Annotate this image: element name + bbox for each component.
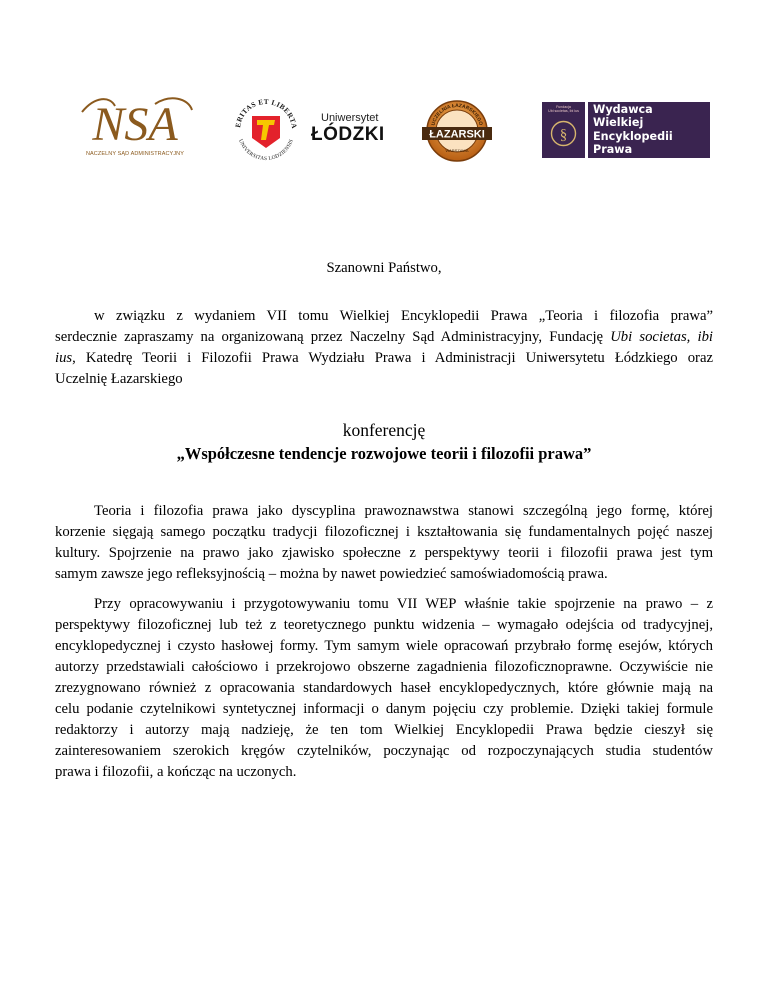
wep-section-emblem-icon xyxy=(550,120,577,147)
wep-title-line-4: Prawa xyxy=(593,143,633,157)
salutation: Szanowni Państwo, xyxy=(326,260,442,276)
lazarski-name: ŁAZARSKI xyxy=(429,128,485,141)
ul-seal-bottom-text: UNIVERSITAS LODZIENSIS xyxy=(237,138,295,163)
nsa-logo xyxy=(70,92,200,164)
wep-box-text xyxy=(544,105,583,113)
paragraph-line: Przy opracowywaniu i przygotowywaniu tomu VII WEP właśnie takie spojrzenie na prawo – z xyxy=(94,596,713,612)
nsa-monogram: NSA xyxy=(92,98,178,150)
wep-title-line-1: Wydawca xyxy=(593,103,653,116)
wep-emblem-box xyxy=(542,102,585,158)
ul-seal-top-text: ERITAS ET LIBERTA xyxy=(234,97,299,130)
lazarski-city: WARSZAWA xyxy=(445,148,469,153)
foundation-name-part: ius xyxy=(55,350,73,366)
ul-name-line1: Uniwersytet xyxy=(321,112,379,124)
ul-wordmark xyxy=(311,112,385,146)
wep-publisher-title xyxy=(588,102,710,158)
ul-name-line2: ŁÓDZKI xyxy=(311,124,385,145)
ul-seal-icon xyxy=(230,94,302,166)
paragraph-line: Teoria i filozofia prawa jako dyscyplina prawoznawstwa stanowi szczególną jego formę, której xyxy=(94,503,713,519)
paragraph-line: korzenie sięgają samego początku tradycji filozoficznej i kształtowania się fundamentalnych pojęć naszej xyxy=(55,524,713,540)
wep-box-line1: Fundacja xyxy=(556,105,571,109)
paragraph-2 xyxy=(55,501,713,585)
svg-text:§: § xyxy=(559,127,568,143)
nsa-monogram-icon xyxy=(70,92,200,150)
wep-box-line2: Ubi societas, ibi ius xyxy=(548,109,579,113)
lazarski-emblem-icon xyxy=(418,98,496,164)
nsa-caption: NACZELNY SĄD ADMINISTRACYJNY xyxy=(85,151,185,157)
paragraph-line: perspektywy filozoficznej lub też z teoretycznego punktu widzenia – wymagało odejścia od tradycyjnej, xyxy=(55,617,713,633)
lazarski-ring-text: UCZELNIA ŁAZARSKIEGO xyxy=(430,102,484,127)
paragraph-line: zrezygnowano również z opracowania standardowych haseł encyklopedycznych, które głównie mają na xyxy=(55,680,713,696)
intro-line: w związku z wydaniem VII tomu Wielkiej Encyklopedii Prawa „Teoria i filozofia prawa” xyxy=(94,308,713,324)
paragraph-line: redaktorzy i autorzy mają nadzieję, że ten tom Wielkiej Encyklopedii Prawa będzie cieszył się xyxy=(55,722,713,738)
intro-text: serdecznie zapraszamy na organizowaną przez Naczelny Sąd Administracyjny, Fundację xyxy=(55,329,604,345)
wep-title-line-2: Wielkiej xyxy=(593,116,644,130)
paragraph-line: encyklopedycznej i czysto hasłowej formy. Tym samym wiele opracowań przybrało formę esejów, których xyxy=(55,638,713,654)
lazarski-logo xyxy=(418,98,496,164)
intro-text: , Katedrę Teorii i Filozofii Prawa Wydziału Prawa i Administracji Uniwersytetu Łódzkiego oraz xyxy=(72,350,713,366)
paragraph-line: samym zawsze jego refleksyjnością – można by nawet powiedzieć samoświadomością prawa. xyxy=(55,566,608,582)
paragraph-3 xyxy=(55,594,713,783)
paragraph-line: kultury. Spojrzenie na prawo jako zjawisko społeczne z perspektywy teorii i filozofii prawa jest tym xyxy=(55,545,713,561)
wep-title-line-3: Encyklopedii xyxy=(593,129,673,143)
intro-line xyxy=(55,348,713,369)
paragraph-line: prawa i filozofii, a kończąc na uczonych. xyxy=(55,764,297,780)
conference-label: konferencję xyxy=(342,420,426,440)
intro-line: Uczelnię Łazarskiego xyxy=(55,371,183,387)
intro-paragraph xyxy=(55,306,713,390)
paragraph-line: celu podanie czytelnikowi syntetycznej informacji o danym pojęciu czy problemie. Dzięki takiej formule xyxy=(55,701,713,717)
ul-seal xyxy=(230,94,302,166)
intro-line xyxy=(55,327,713,348)
conference-title: „Współczesne tendencje rozwojowe teorii i filozofii prawa” xyxy=(176,444,592,463)
foundation-name-part: Ubi societas, ibi xyxy=(610,329,713,345)
paragraph-line: autorzy przedstawiali całościowo i przekrojowo obszerne zagadnienia filozoficznoprawne. Oczywiście nie xyxy=(55,659,713,675)
paragraph-line: zainteresowaniem szerokich kręgów czytelników, poczynając od rozpoczynających studia studentów xyxy=(55,743,713,759)
